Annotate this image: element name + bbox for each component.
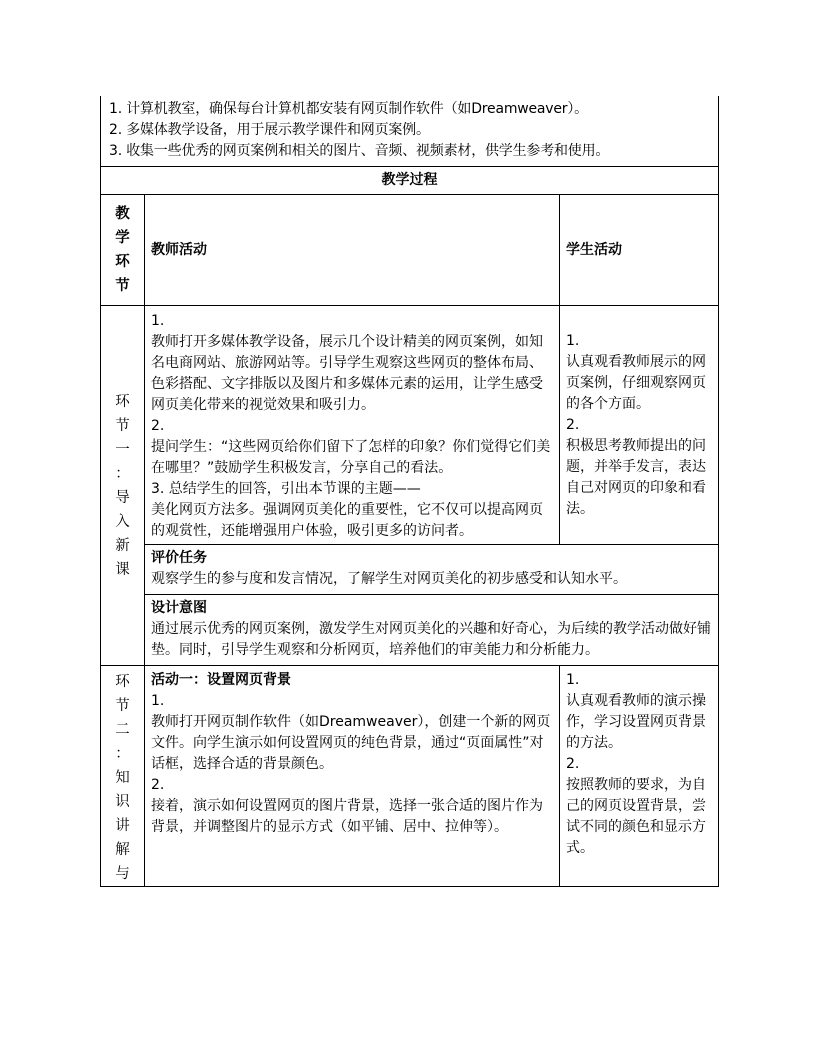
design-text: 通过展示优秀的网页案例，激发学生对网页美化的兴趣和好奇心，为后续的教学活动做好铺垫。同时，引导学生观察和分析网页，培养他们的审美能力和分析能力。 xyxy=(151,621,711,658)
section1-teacher-activity: 1. 教师打开多媒体教学设备，展示几个设计精美的网页案例，如知名电商网站、旅游网站等。引导学生观察这些网页的整体布局、色彩搭配、文字排版以及图片和多媒体元素的运用，让学生感受网页美化带来的视觉效果和吸引力。 2. 提问学生：“这些网页给你们留下了怎样的印象？你们觉得它们美在哪里？”鼓励学生积极发言，分享自己的看法。 3. 总结学生的回答，引出本节课的主题—— 美化网页方法多。强调网页美化的重要性，它不仅可以提高网页的观赏性，还能增强用户体验，吸引更多的访问者。 xyxy=(145,306,560,545)
student-activity-header: 学生活动 xyxy=(560,195,719,306)
activity-title: 活动一：设置网页背景 xyxy=(151,672,291,688)
preparation-item: 1. 计算机教室，确保每台计算机都安装有网页制作软件（如Dreamweaver）。 xyxy=(109,101,588,117)
section1-student-activity: 1. 认真观看教师展示的网页案例，仔细观察网页的各个方面。 2. 积极思考教师提出的问题，并举手发言，表达自己对网页的印象和看法。 xyxy=(560,306,719,545)
evaluation-task-cell xyxy=(145,545,719,595)
lesson-plan-table xyxy=(100,96,719,887)
stage-header: 教 学 环 节 xyxy=(101,195,145,306)
design-intent-cell xyxy=(145,595,719,666)
evaluation-text: 观察学生的参与度和发言情况，了解学生对网页美化的初步感受和认知水平。 xyxy=(151,571,627,587)
section2-teacher-activity: 活动一：设置网页背景 1. 教师打开网页制作软件（如Dreamweaver），创建一个新的网页文件。向学生演示如何设置网页的纯色背景，通过“页面属性”对话框，选择合适的背景颜色。 2. 接着，演示如何设置网页的图片背景，选择一张合适的图片作为背景，并调整图片的显示方式（如平铺、居中、拉伸等）。 xyxy=(145,666,560,887)
process-title: 教学过程 xyxy=(101,167,719,195)
section2-label: 环 节 二 ： 知 识 讲 解 与 xyxy=(101,666,145,887)
section2-student-activity: 1. 认真观看教师的演示操作，学习设置网页背景的方法。 2. 按照教师的要求，为自己的网页设置背景，尝试不同的颜色和显示方式。 xyxy=(560,666,719,887)
evaluation-title: 评价任务 xyxy=(151,550,207,566)
design-title: 设计意图 xyxy=(151,600,207,616)
preparation-cell xyxy=(101,96,719,167)
preparation-item: 2. 多媒体教学设备，用于展示教学课件和网页案例。 xyxy=(109,122,430,138)
teacher-activity-header: 教师活动 xyxy=(145,195,560,306)
section1-label: 环 节 一 ： 导 入 新 课 xyxy=(101,306,145,666)
preparation-item: 3. 收集一些优秀的网页案例和相关的图片、音频、视频素材，供学生参考和使用。 xyxy=(109,143,610,159)
